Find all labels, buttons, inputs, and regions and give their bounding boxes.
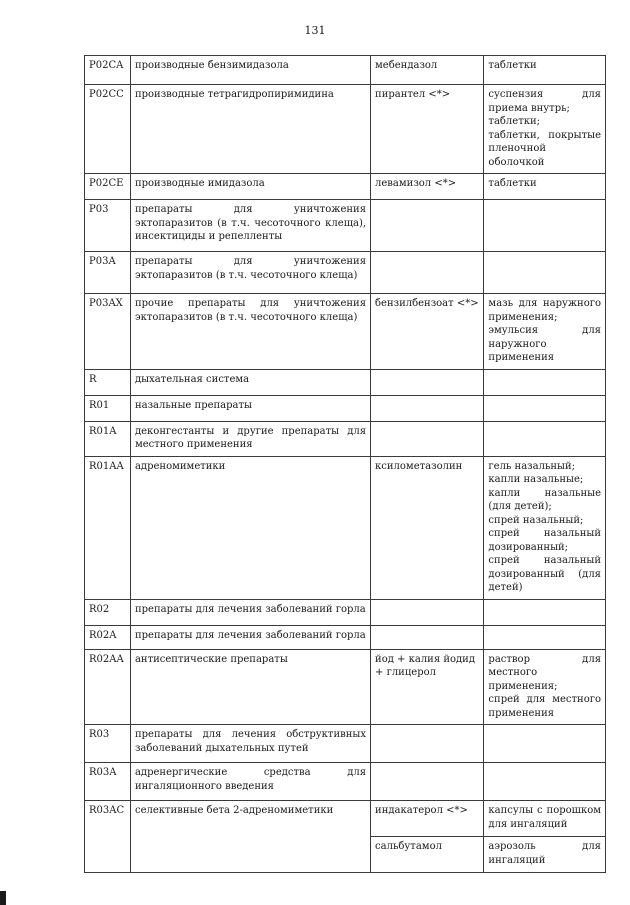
drug-cell: сальбутамол [371, 837, 484, 873]
drug-cell [371, 421, 484, 456]
table-row [85, 395, 606, 421]
dosage-form-line: таблетки; [488, 116, 541, 127]
dosage-form-line: капли назальные; [488, 474, 584, 485]
group-cell: дыхательная система [130, 369, 370, 395]
atc-code-cell: P02CE [85, 174, 131, 200]
dosage-form-cell [484, 252, 606, 294]
drug-cell [371, 625, 484, 649]
atc-code-cell: R03AC [85, 801, 131, 873]
drug-cell: индакатерол <*> [371, 801, 484, 837]
drug-cell: бензилбензоат <*> [371, 294, 484, 370]
atc-code-cell: P03A [85, 252, 131, 294]
atc-code-cell: R03 [85, 725, 131, 763]
atc-code-cell: P02CC [85, 85, 131, 174]
dosage-form-line: спрей назальный; [488, 514, 584, 526]
dosage-form-cell [484, 725, 606, 763]
page-number: 131 [304, 24, 326, 37]
drug-cell [371, 599, 484, 625]
dosage-form-cell [484, 294, 606, 370]
table-row [85, 174, 606, 200]
table-row [85, 56, 606, 85]
drug-cell: пирантел <*> [371, 85, 484, 174]
atc-code-cell: R02AA [85, 649, 131, 725]
atc-code-cell: P02CA [85, 56, 131, 85]
drug-table [84, 55, 606, 873]
dosage-form-cell [484, 200, 606, 252]
group-cell: адренергические средства для ингаляционного введения [130, 763, 370, 801]
group-cell: препараты для лечения заболеваний горла [130, 625, 370, 649]
table-row [85, 85, 606, 174]
dosage-form-cell [484, 763, 606, 801]
drug-cell: левамизол <*> [371, 174, 484, 200]
table-row [85, 421, 606, 456]
dosage-form-line: эмульсия для наружного применения [488, 325, 601, 363]
drug-cell [371, 200, 484, 252]
atc-code-cell: R01AA [85, 456, 131, 599]
dosage-form-line: таблетки [488, 60, 537, 71]
dosage-form-cell [484, 801, 606, 837]
dosage-form-line: капсулы с порошком для ингаляций [488, 805, 601, 830]
drug-cell [371, 725, 484, 763]
dosage-form-line: суспензия для приема внутрь; [488, 89, 601, 114]
dosage-form-line: мазь для наружного применения; [488, 298, 601, 323]
atc-code-cell: R01A [85, 421, 131, 456]
dosage-form-cell [484, 599, 606, 625]
table-row [85, 456, 606, 599]
dosage-form-line: спрей для местного применения [488, 694, 601, 719]
group-cell: производные имидазола [130, 174, 370, 200]
table-row [85, 200, 606, 252]
drug-cell [371, 763, 484, 801]
atc-code-cell: R02 [85, 599, 131, 625]
scan-corner-mark [0, 891, 6, 905]
atc-code-cell: P03 [85, 200, 131, 252]
dosage-form-line: спрей назальный дозированный; [488, 528, 601, 553]
dosage-form-cell [484, 625, 606, 649]
atc-code-cell: R03A [85, 763, 131, 801]
dosage-form-cell [484, 456, 606, 599]
drug-cell: мебендазол [371, 56, 484, 85]
dosage-form-cell [484, 649, 606, 725]
atc-code-cell: R02A [85, 625, 131, 649]
table-row [85, 801, 606, 837]
dosage-form-line: капли назальные (для детей); [488, 487, 601, 512]
table-row [85, 369, 606, 395]
dosage-form-cell [484, 837, 606, 873]
group-cell: препараты для лечения заболеваний горла [130, 599, 370, 625]
dosage-form-line: таблетки [488, 178, 537, 189]
drug-cell: йод + калия йодид + глицерол [371, 649, 484, 725]
group-cell: производные тетрагидропиримидина [130, 85, 370, 174]
table-body [85, 56, 606, 873]
dosage-form-cell [484, 369, 606, 395]
group-cell: прочие препараты для уничтожения эктопаразитов (в т.ч. чесоточного клеща) [130, 294, 370, 370]
table-row [85, 625, 606, 649]
dosage-form-cell [484, 85, 606, 174]
table-row [85, 252, 606, 294]
dosage-form-line: спрей назальный дозированный (для детей) [488, 555, 601, 593]
group-cell: деконгестанты и другие препараты для местного применения [130, 421, 370, 456]
group-cell: антисептические препараты [130, 649, 370, 725]
atc-code-cell: P03AX [85, 294, 131, 370]
group-cell: препараты для уничтожения эктопаразитов (в т.ч. чесоточного клеща), инсектициды и репелленты [130, 200, 370, 252]
group-cell: препараты для лечения обструктивных заболеваний дыхательных путей [130, 725, 370, 763]
dosage-form-cell [484, 421, 606, 456]
dosage-form-line: раствор для местного применения; [488, 653, 601, 692]
table-row [85, 725, 606, 763]
dosage-form-line: гель назальный; [488, 460, 576, 472]
dosage-form-line: таблетки, покрытые пленочной оболочкой [488, 129, 601, 168]
dosage-form-cell [484, 395, 606, 421]
group-cell: назальные препараты [130, 395, 370, 421]
drug-cell [371, 369, 484, 395]
group-cell: производные бензимидазола [130, 56, 370, 85]
dosage-form-line: аэрозоль для ингаляций [488, 841, 601, 866]
drug-cell: ксилометазолин [371, 456, 484, 599]
group-cell: селективные бета 2-адреномиметики [130, 801, 370, 873]
drug-cell [371, 395, 484, 421]
table-row [85, 599, 606, 625]
table-row [85, 294, 606, 370]
table-row [85, 763, 606, 801]
table-row [85, 649, 606, 725]
atc-code-cell: R01 [85, 395, 131, 421]
dosage-form-cell [484, 56, 606, 85]
drug-cell [371, 252, 484, 294]
group-cell: препараты для уничтожения эктопаразитов (в т.ч. чесоточного клеща) [130, 252, 370, 294]
dosage-form-cell [484, 174, 606, 200]
atc-code-cell: R [85, 369, 131, 395]
group-cell: адреномиметики [130, 456, 370, 599]
